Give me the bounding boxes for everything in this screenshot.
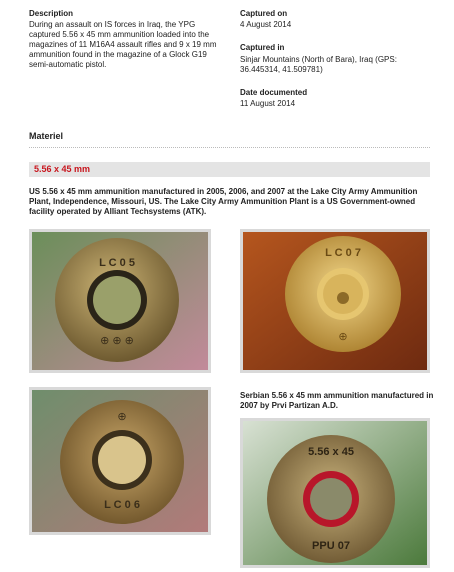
stamp-top-3: L C 0 6 xyxy=(104,499,140,511)
stamp-bottom-2: ⊕ xyxy=(338,331,348,343)
stamp-bottom-4: 5.56 x 45 xyxy=(308,446,354,458)
section-intro: US 5.56 x 45 mm ammunition manufactured in 2005, 2006, and 2007 at the Lake City Army Ammunition Plant, Independence, Missouri, US. The Lake City Army Ammunition Plant is a US Government-owned facility operated by Alliant Techsystems (ATK). xyxy=(29,187,418,216)
stamp-bottom-1: ⊕ ⊕ ⊕ xyxy=(100,335,134,347)
stamp-bottom-3: ⊕ xyxy=(117,411,127,423)
captured-on-label: Captured on xyxy=(240,9,288,18)
serbian-caption: Serbian 5.56 x 45 mm ammunition manufactured in 2007 by Prvi Partizan A.D. xyxy=(240,391,434,410)
divider xyxy=(29,147,430,148)
materiel-heading: Materiel xyxy=(29,131,64,141)
photo-lc06 xyxy=(29,387,211,535)
description-text: During an assault on IS forces in Iraq, the YPG captured 5.56 x 45 mm ammunition loaded into the magazines of 11 M16A4 assault rifles and 9 x 19 mm ammunition found in the magazine of a Glock G19 semi-automatic pistol. xyxy=(29,20,217,69)
stamp-top-1: L C 0 5 xyxy=(99,257,135,269)
section-bar xyxy=(29,162,430,177)
captured-in-value: Sinjar Mountains (North of Bara), Iraq (GPS: 36.445314, 41.509781) xyxy=(240,55,397,74)
stamp-top-4: PPU 07 xyxy=(312,540,350,552)
photo-ppu07 xyxy=(240,418,430,568)
captured-in-label: Captured in xyxy=(240,43,285,52)
photo-lc07 xyxy=(240,229,430,373)
date-documented-label: Date documented xyxy=(240,88,308,97)
date-documented-value: 11 August 2014 xyxy=(240,99,296,108)
photo-lc05 xyxy=(29,229,211,373)
description-label: Description xyxy=(29,9,74,18)
stamp-top-2: L C 0 7 xyxy=(325,247,361,259)
section-title: 5.56 x 45 mm xyxy=(34,164,91,174)
captured-on-value: 4 August 2014 xyxy=(240,20,292,29)
